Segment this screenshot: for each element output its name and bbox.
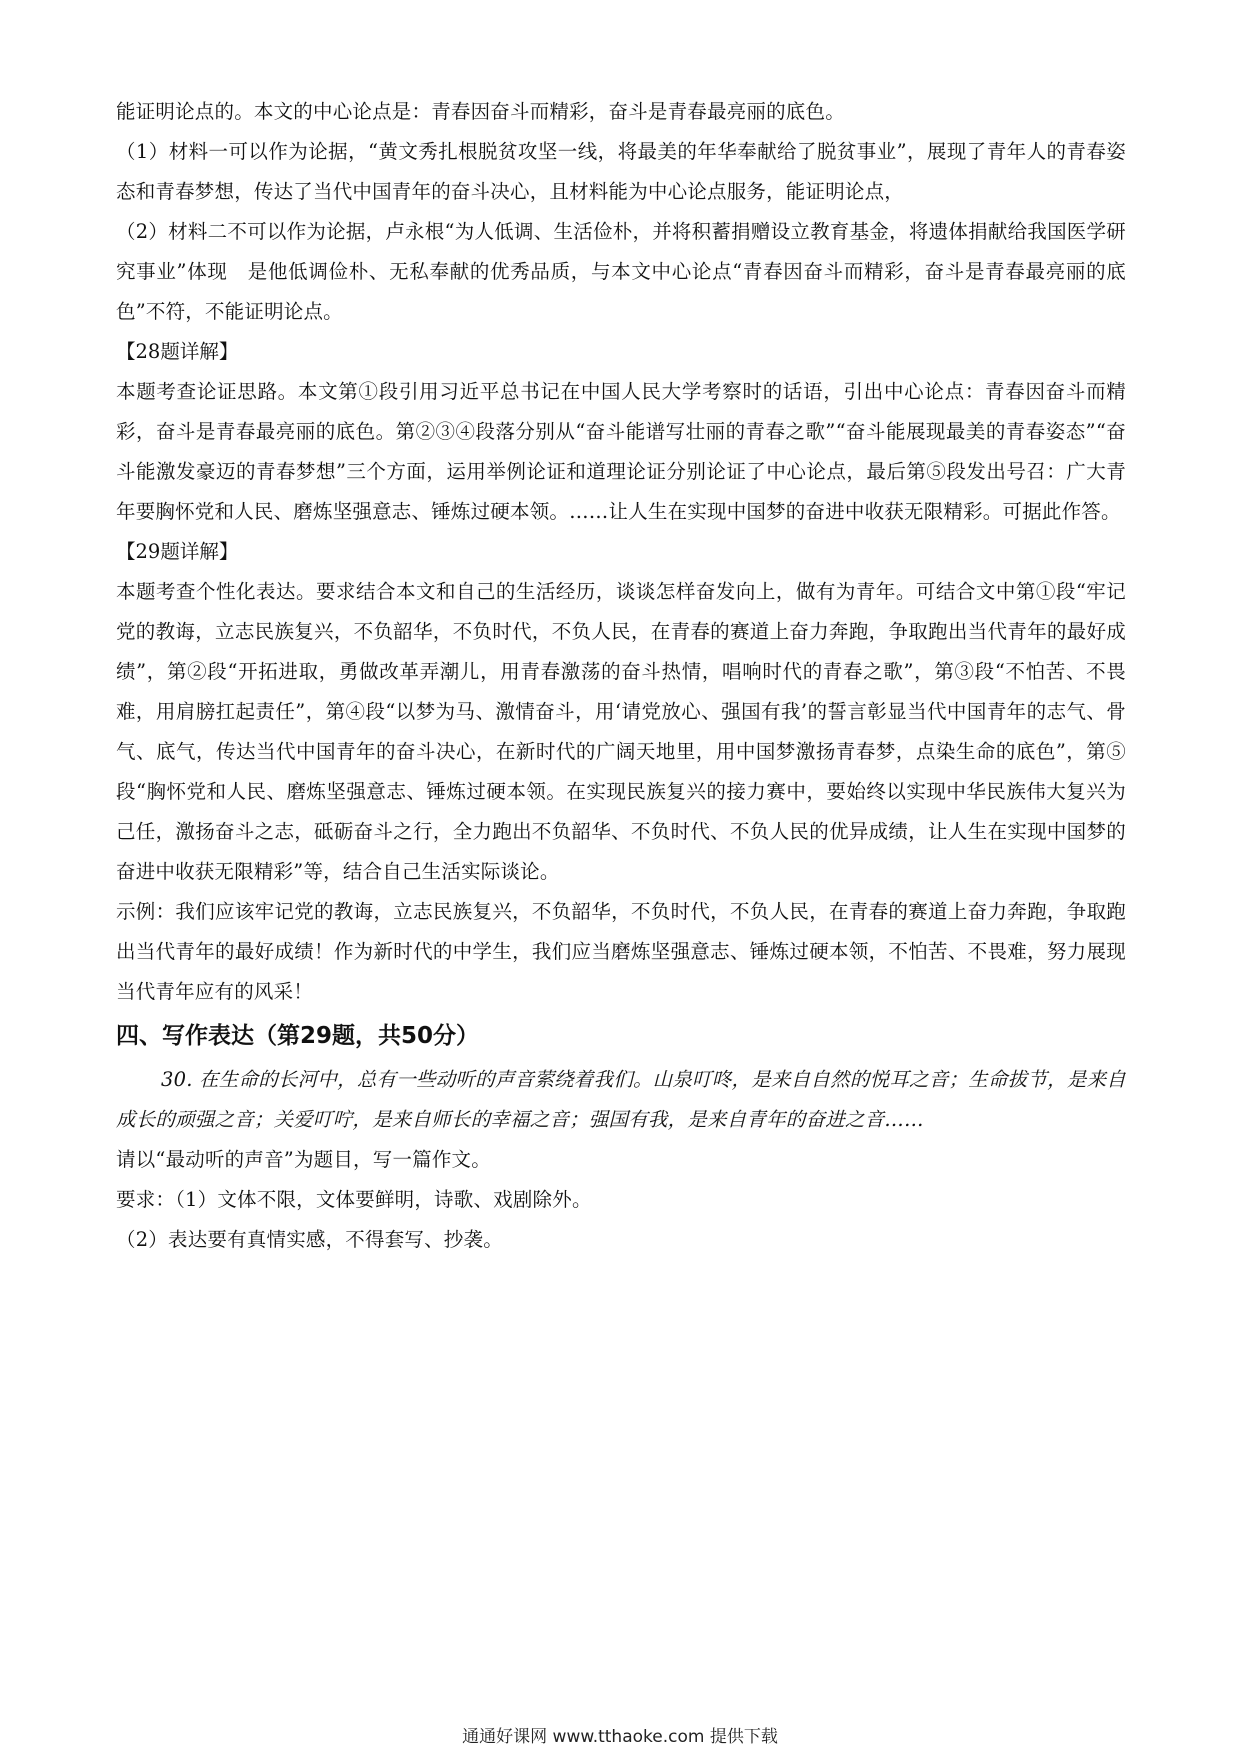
q29-body: 本题考查个性化表达。要求结合本文和自己的生活经历，谈谈怎样奋发向上，做有为青年。可结合文中第①段“牢记党的教诲，立志民族复兴，不负韶华，不负时代，不负人民，在青春的赛道上奋力奔跑，争取跑出当代青年的最好成绩”，第②段“开拓进取，勇做改革弄潮儿，用青春激荡的奋斗热情，唱响时代的青春之歌”，第③段“不怕苦、不畏难，用肩膀扛起责任”，第④段“以梦为马、激情奋斗，用‘请党放心、强国有我’的誓言彰显当代中国青年的志气、骨气、底气，传达当代中国青年的奋斗决心，在新时代的广阔天地里，用中国梦激扬青春梦，点染生命的底色”，第⑤段“胸怀党和人民、磨炼坚强意志、锤炼过硬本领。在实现民族复兴的接力赛中，要始终以实现中华民族伟大复兴为己任，激扬奋斗之志，砥砺奋斗之行，全力跑出不负韶华、不负时代、不负人民的优异成绩，让人生在实现中国梦的奋进中收获无限精彩”等，结合自己生活实际谈论。 [116, 580, 1126, 883]
q29-heading: 【29题详解】 [116, 540, 239, 563]
q28-body: 本题考查论证思路。本文第①段引用习近平总书记在中国人民大学考察时的话语，引出中心论点：青春因奋斗而精彩，奋斗是青春最亮丽的底色。第②③④段落分别从“奋斗能谱写壮丽的青春之歌”“奋斗能展现最美的青春姿态”“奋斗能激发豪迈的青春梦想”三个方面，运用举例论证和道理论证分别论证了中心论点，最后第⑤段发出号召：广大青年要胸怀党和人民、磨炼坚强意志、锤炼过硬本领。……让人生在实现中国梦的奋进中收获无限精彩。可据此作答。 [116, 380, 1126, 523]
writing-prompt: 30. 在生命的长河中，总有一些动听的声音萦绕着我们。山泉叮咚，是来自自然的悦耳之音；生命拔节，是来自成长的顽强之音；关爱叮咛，是来自师长的幸福之音；强国有我，是来自青年的奋进之音…… [116, 1068, 1126, 1131]
q29-example: 示例：我们应该牢记党的教诲，立志民族复兴，不负韶华，不负时代，不负人民，在青春的赛道上奋力奔跑，争取跑出当代青年的最好成绩！作为新时代的中学生，我们应当磨炼坚强意志、锤炼过硬本领，不怕苦、不畏难，努力展现当代青年应有的风采！ [116, 900, 1126, 1003]
writing-requirement-two: （2）表达要有真情实感，不得套写、抄袭。 [116, 1228, 503, 1251]
page-content [116, 92, 1126, 1260]
paragraph-conclusion: 能证明论点的。本文的中心论点是：青春因奋斗而精彩，奋斗是青春最亮丽的底色。 [116, 100, 845, 123]
writing-requirement-one: 要求：（1）文体不限，文体要鲜明，诗歌、戏剧除外。 [116, 1188, 592, 1211]
footer-source-text: 通通好课网 www.tthaoke.com 提供下载 [462, 1727, 778, 1747]
q28-heading: 【28题详解】 [116, 340, 239, 363]
paragraph-material-two: （2）材料二不可以作为论据，卢永根“为人低调、生活俭朴，并将积蓄捐赠设立教育基金，将遗体捐献给我国医学研究事业”体现 是他低调俭朴、无私奉献的优秀品质，与本文中心论点“青春因奋斗而精彩，奋斗是青春最亮丽的底色”不符，不能证明论点。 [116, 220, 1126, 323]
paragraph-material-one: （1）材料一可以作为论据，“黄文秀扎根脱贫攻坚一线，将最美的年华奉献给了脱贫事业”，展现了青年人的青春姿态和青春梦想，传达了当代中国青年的奋斗决心，且材料能为中心论点服务，能证明论点， [116, 140, 1126, 203]
writing-task: 请以“最动听的声音”为题目，写一篇作文。 [116, 1148, 491, 1171]
section-four-heading: 四、写作表达（第29题，共50分） [116, 1023, 480, 1049]
